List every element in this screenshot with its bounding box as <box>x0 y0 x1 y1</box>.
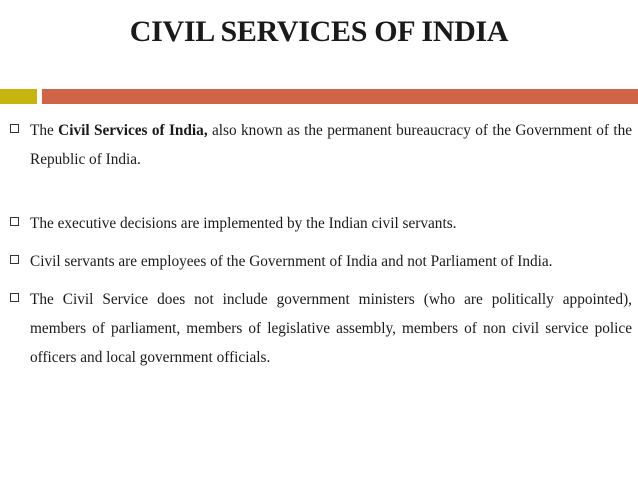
bullet-text: Civil servants are employees of the Government of India and not Parliament of India. <box>30 253 553 270</box>
accent-bar-left <box>0 89 37 104</box>
bullet-item <box>10 209 632 238</box>
slide-title: CIVIL SERVICES OF INDIA <box>129 15 509 48</box>
bullet-item <box>10 247 632 276</box>
bullet-text-rest: also known as the permanent bureaucracy of the Government of the Republic of India. <box>30 122 633 168</box>
bullet-text: The Civil Service does not include government ministers (who are politically appointed), members of parliament, members of legislative assembly, members of non civil service police officers and local government officials. <box>30 291 632 366</box>
square-bullet-icon <box>10 255 19 264</box>
square-bullet-icon <box>10 293 19 302</box>
bullet-text: The executive decisions are implemented by the Indian civil servants. <box>30 215 457 232</box>
square-bullet-icon <box>10 124 19 133</box>
bullet-item <box>10 116 632 174</box>
bullet-text-bold: Civil Services of India, <box>58 122 208 139</box>
bullet-list <box>10 116 632 372</box>
bullet-item <box>10 285 632 372</box>
accent-bar-right <box>42 89 638 104</box>
square-bullet-icon <box>10 217 19 226</box>
bullet-text-lead: The <box>30 122 59 139</box>
